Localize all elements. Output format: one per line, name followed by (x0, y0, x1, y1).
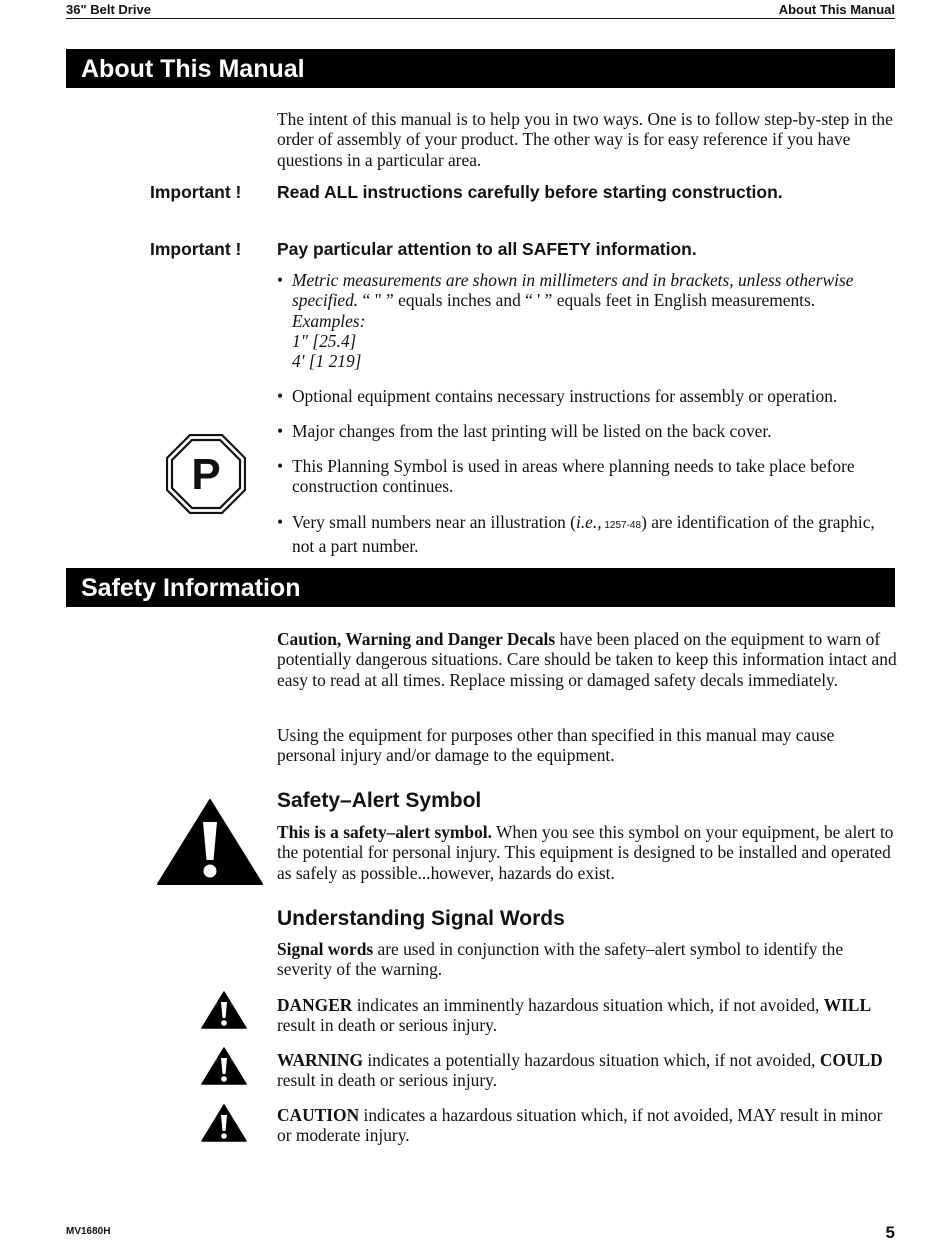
alert-rest: When you see this symbol on your equipment, be alert to the potential for personal injury. This equipment is designed to be installed and operated as safely as possible...however, hazards do exist. (277, 822, 894, 883)
warning-word: WARNING (277, 1050, 363, 1070)
bullet-list-numbers (277, 512, 897, 557)
signal-words-paragraph (277, 939, 897, 980)
safety-alert-icon (156, 798, 264, 886)
signal-rest: are used in conjunction with the safety–alert symbol to identify the severity of the warning. (277, 939, 844, 980)
examples-label: Examples: (292, 310, 366, 331)
safety-alert-paragraph (277, 822, 897, 883)
bullet-dot: • (277, 386, 284, 406)
caution-word: CAUTION (277, 1105, 360, 1125)
safety-alert-heading: Safety–Alert Symbol (277, 789, 482, 812)
numbers-ie: i.e., (575, 512, 602, 532)
bullet-list-metric (277, 270, 897, 371)
numbers-text-after: ) are identification of the graphic, not a part number. (292, 512, 875, 557)
example-1: 1" [25.4] (292, 330, 357, 351)
running-header-right: About This Manual (778, 2, 895, 17)
warning-alert-icon (201, 1047, 247, 1085)
numbers-text-before: Very small numbers near an illustration ( (292, 512, 576, 532)
page-number: 5 (885, 1223, 895, 1242)
list-item (277, 421, 897, 441)
danger-alert-icon (201, 991, 247, 1029)
important-label-2: Important ! (150, 239, 242, 259)
list-item (277, 456, 897, 497)
danger-word: DANGER (277, 995, 353, 1015)
section-title-safety: Safety Information (66, 568, 895, 607)
list-item (277, 386, 897, 406)
caution-text-a: indicates a hazardous situation which, if not avoided, MAY result in minor or moderate injury. (277, 1105, 883, 1146)
bullet-dot: • (277, 270, 284, 290)
document-code: MV1680H (66, 1226, 111, 1237)
caution-alert-icon (201, 1104, 247, 1142)
section-title-about: About This Manual (66, 49, 895, 88)
numbers-sample: 1257-48 (601, 520, 642, 531)
caution-paragraph (277, 1105, 897, 1146)
decals-rest: have been placed on the equipment to warn of potentially dangerous situations. Care should be taken to keep this information intact and easy to read at all times. Replace missing or damaged safety decals immediately. (277, 629, 897, 690)
bullet-list-optional (277, 386, 897, 406)
bullet-dot: • (277, 456, 284, 476)
list-item (277, 512, 897, 557)
important-text-2: Pay particular attention to all SAFETY information. (277, 239, 697, 259)
important-label-1: Important ! (150, 182, 242, 202)
danger-strong: WILL (823, 995, 872, 1015)
metric-normal-text: “ " ” equals inches and “ ' ” equals feet in English measurements. (358, 290, 816, 311)
decals-paragraph (277, 629, 897, 690)
changes-text: Major changes from the last printing will be listed on the back cover. (292, 421, 772, 441)
warning-text-a: indicates a potentially hazardous situation which, if not avoided, (363, 1050, 820, 1070)
metric-italic-text: Metric measurements are shown in millimeters and in brackets, unless otherwise specified. (292, 270, 854, 311)
warning-strong: COULD (819, 1050, 883, 1070)
usage-paragraph: Using the equipment for purposes other than specified in this manual may cause personal injury and/or damage to the equipment. (277, 725, 835, 766)
important-text-1: Read ALL instructions carefully before starting construction. (277, 182, 783, 202)
danger-text-a: indicates an imminently hazardous situation which, if not avoided, (352, 995, 824, 1015)
bullet-dot: • (277, 512, 284, 532)
planning-text: This Planning Symbol is used in areas where planning needs to take place before construction continues. (292, 456, 855, 497)
alert-bold: This is a safety–alert symbol. (277, 822, 492, 842)
signal-words-heading: Understanding Signal Words (277, 907, 565, 930)
running-header-left: 36" Belt Drive (66, 2, 151, 17)
bullet-list-changes (277, 421, 897, 441)
warning-paragraph (277, 1050, 897, 1091)
bullet-dot: • (277, 421, 284, 441)
danger-text-b: result in death or serious injury. (277, 1015, 498, 1036)
header-rule (66, 18, 895, 19)
optional-text: Optional equipment contains necessary instructions for assembly or operation. (292, 386, 838, 406)
list-item (277, 270, 897, 371)
warning-text-b: result in death or serious injury. (277, 1070, 498, 1091)
decals-bold: Caution, Warning and Danger Decals (277, 629, 556, 649)
bullet-list-planning (277, 456, 897, 497)
intro-paragraph: The intent of this manual is to help you in two ways. One is to follow step-by-step in the order of assembly of your product. The other way is for easy reference if you have questions in a particular area. (277, 109, 893, 170)
example-2: 4' [1 219] (292, 351, 362, 372)
planning-symbol-letter: P (191, 450, 221, 499)
danger-paragraph (277, 995, 897, 1036)
signal-bold: Signal words (277, 939, 374, 959)
planning-symbol-icon (166, 434, 246, 514)
